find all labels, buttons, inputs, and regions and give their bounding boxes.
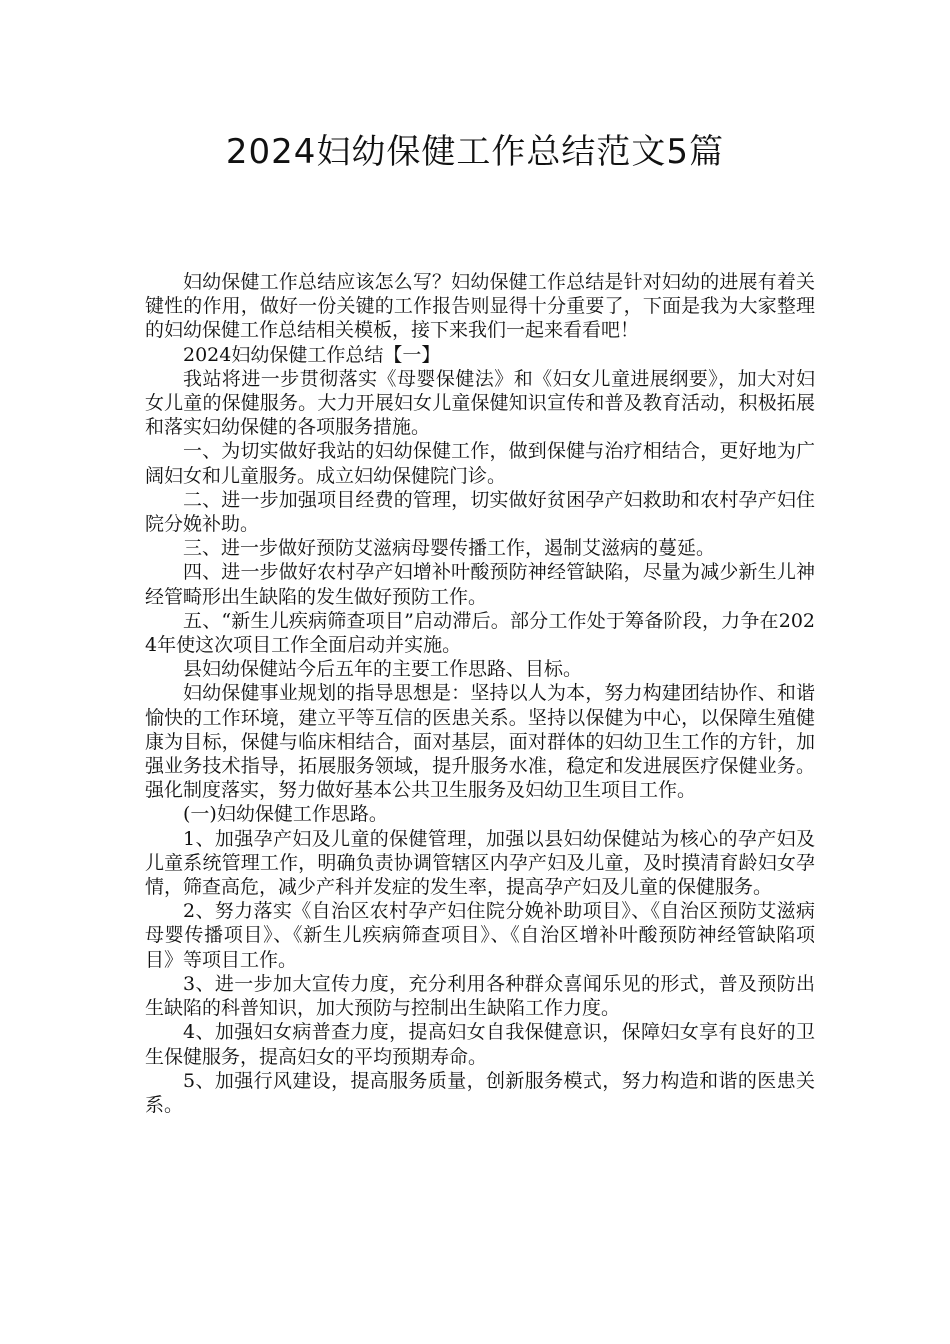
numbered-item-3: 3、进一步加大宣传力度，充分利用各种群众喜闻乐见的形式，普及预防出生缺陷的科普知识，加大预防与控制出生缺陷工作力度。	[145, 972, 815, 1020]
paragraph: 县妇幼保健站今后五年的主要工作思路、目标。	[183, 658, 583, 681]
list-item-three: 三、进一步做好预防艾滋病母婴传播工作，遏制艾滋病的蔓延。	[183, 537, 716, 560]
numbered-item-1: 1、加强孕产妇及儿童的保健管理，加强以县妇幼保健站为核心的孕产妇及儿童系统管理工作，明确负责协调管辖区内孕产妇及儿童，及时摸清育龄妇女孕情，筛查高危，减少产科并发症的发生率，提高孕产妇及儿童的保健服务。	[145, 827, 815, 899]
list-item-one: 一、为切实做好我站的妇幼保健工作，做到保健与治疗相结合，更好地为广阔妇女和儿童服务。成立妇幼保健院门诊。	[145, 440, 815, 487]
list-item-two: 二、进一步加强项目经费的管理，切实做好贫困孕产妇救助和农村孕产妇住院分娩补助。	[145, 488, 815, 536]
numbered-item-5: 5、加强行风建设，提高服务质量，创新服务模式，努力构造和谐的医患关系。	[145, 1069, 815, 1116]
intro-paragraph: 妇幼保健工作总结应该怎么写？妇幼保健工作总结是针对妇幼的进展有着关键性的作用，做好一份关键的工作报告则显得十分重要了，下面是我为大家整理的妇幼保健工作总结相关模板，接下来我们一起来看看吧！	[145, 271, 815, 342]
list-item-four: 四、进一步做好农村孕产妇增补叶酸预防神经管缺陷，尽量为减少新生儿神经管畸形出生缺陷的发生做好预防工作。	[145, 561, 815, 608]
document-title: 2024妇幼保健工作总结范文5篇	[225, 132, 725, 172]
numbered-item-2: 2、努力落实《自治区农村孕产妇住院分娩补助项目》、《自治区预防艾滋病母婴传播项目》、《新生儿疾病筛查项目》、《自治区增补叶酸预防神经管缺陷项目》等项目工作。	[145, 900, 815, 971]
list-item-five: 五、“新生儿疾病筛查项目”启动滞后。部分工作处于筹备阶段，力争在2024年使这次项目工作全面启动并实施。	[145, 609, 815, 657]
subsection-heading: (一)妇幼保健工作思路。	[183, 803, 388, 826]
paragraph: 我站将进一步贯彻落实《母婴保健法》和《妇女儿童进展纲要》，加大对妇女儿童的保健服务。大力开展妇女儿童保健知识宣传和普及教育活动，积极拓展和落实妇幼保健的各项服务措施。	[145, 367, 815, 439]
document-body	[145, 270, 815, 1117]
numbered-item-4: 4、加强妇女病普查力度，提高妇女自我保健意识，保障妇女享有良好的卫生保健服务，提高妇女的平均预期寿命。	[145, 1021, 815, 1068]
section-heading-one: 2024妇幼保健工作总结【一】	[183, 343, 441, 366]
paragraph: 妇幼保健事业规划的指导思想是：坚持以人为本，努力构建团结协作、和谐愉快的工作环境，建立平等互信的医患关系。坚持以保健为中心，以保障生殖健康为目标，保健与临床相结合，面对基层，面对群体的妇幼卫生工作的方针，加强业务技术指导，拓展服务领域，提升服务水准，稳定和发进展医疗保健业务。强化制度落实，努力做好基本公共卫生服务及妇幼卫生项目工作。	[145, 682, 815, 802]
